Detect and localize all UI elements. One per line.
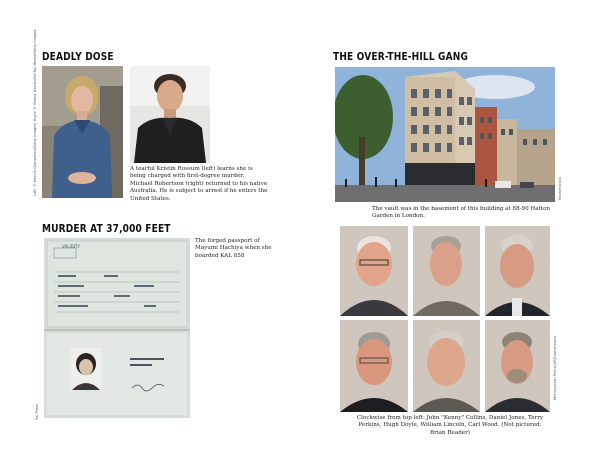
kristin-rossum-photo <box>42 66 123 198</box>
building-credit: Shutterstock <box>558 177 562 200</box>
passport-validity-label: VALIDITY <box>62 244 80 249</box>
mugshot-hugh-doyle <box>485 320 550 412</box>
mugshot-john-collins <box>340 226 408 316</box>
mugshot-daniel-jones <box>413 226 480 316</box>
deadly-dose-caption: A tearful Kristin Rossum (left) learns she is being charged with first-degree murder. Michael Robertson (right) returned to his native Australia. He is subject to arrest if he enters the United States. <box>130 166 268 202</box>
murder-heading: MURDER AT 37,000 FEET <box>42 222 171 235</box>
mugshots-caption: Clockwise from top left: John "Kenny" Collins, Daniel Jones, Terry Perkins, Hugh Doyle, William Lincoln, Carl Wood. (Not pictured: Brian Reader) <box>356 415 544 436</box>
gang-heading: THE OVER-THE-HILL GANG <box>333 50 469 63</box>
deadly-dose-credit: Left: © Kevork Djansezian/Getty Images; Right: © Bobby Davies/Fairfax Media/Getty Images <box>33 29 37 196</box>
passport-credit: Sal Press <box>35 403 39 420</box>
michael-robertson-photo <box>130 66 210 163</box>
deadly-dose-heading: DEADLY DOSE <box>42 50 114 63</box>
passport-caption: The forged passport of Mayumi Hachiya when she boarded KAL 858 <box>195 238 272 259</box>
building-caption: The vault was in the basement of this building at 88-90 Hatton Garden in London. <box>372 206 551 220</box>
mugshot-william-lincoln <box>413 320 480 412</box>
hatton-garden-building-photo <box>335 67 555 202</box>
mugshot-terry-perkins <box>485 226 550 316</box>
forged-passport-photo <box>44 238 190 418</box>
mugshot-carl-wood <box>340 320 408 412</box>
mugshots-credit: Metropolitan Police/AP/Shutterstock <box>553 335 557 400</box>
